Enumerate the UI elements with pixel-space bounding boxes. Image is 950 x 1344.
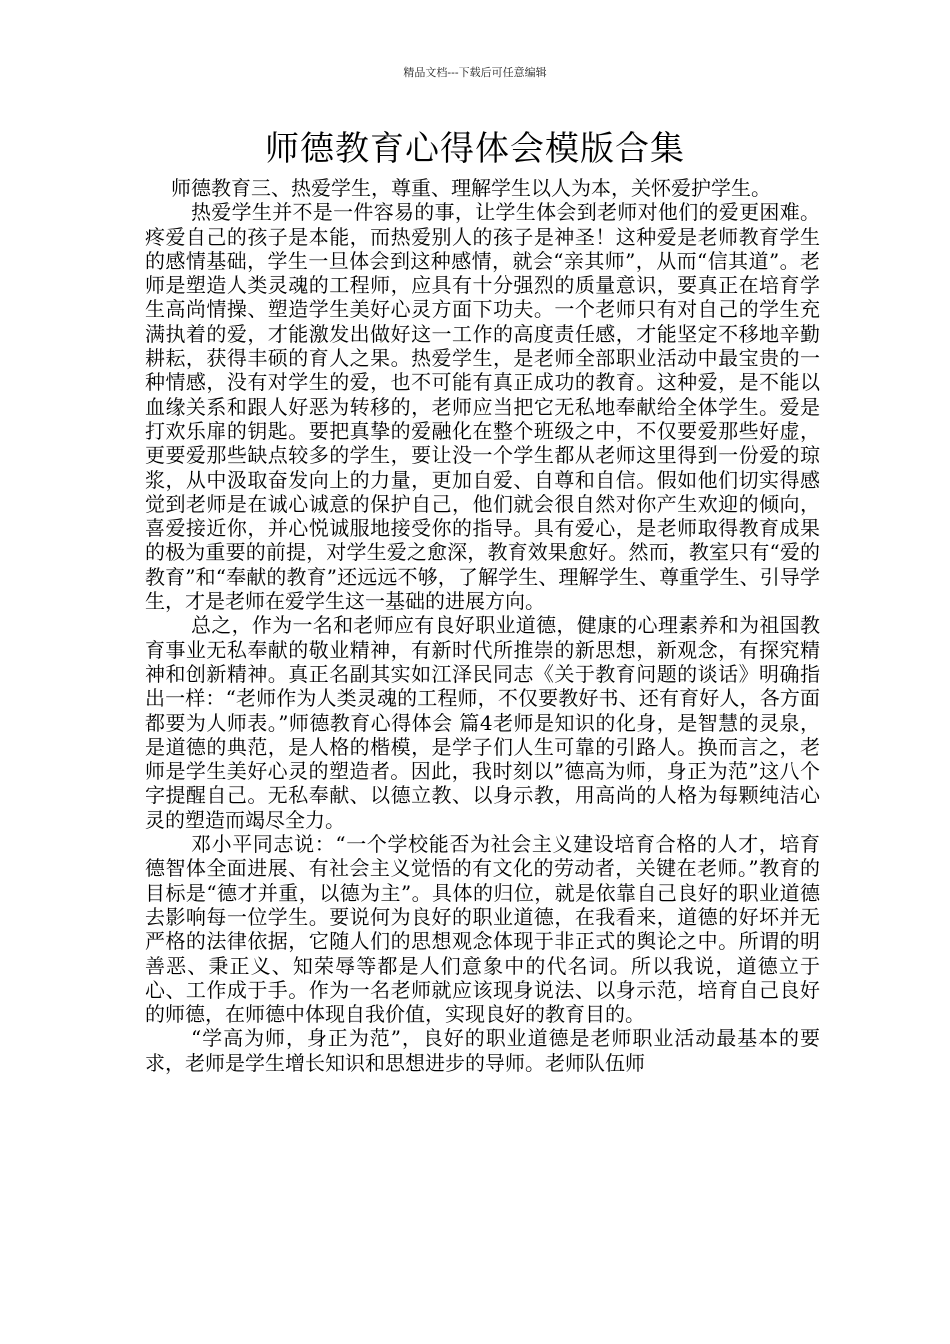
paragraph-intro: 师德教育三、热爱学生，尊重、理解学生以人为本，关怀爱护学生。 bbox=[171, 176, 771, 200]
document-title: 师德教育心得体会模版合集 bbox=[265, 129, 685, 169]
header-note: 精品文档---下载后可任意编辑 bbox=[403, 66, 547, 79]
document-body bbox=[145, 176, 820, 1075]
paragraph-love-students: 热爱学生并不是一件容易的事，让学生体会到老师对他们的爱更困难。疼爱自己的孩子是本能，而热爱别人的孩子是神圣！这种爱是老师教育学生的感情基础，学生一旦体会到这种感情，就会“亲其师”，从而“信其道”。老师是塑造人类灵魂的工程师，应具有十分强烈的质量意识，要真正在培育学生高尚情操、塑造学生美好心灵方面下功夫。一个老师只有对自己的学生充满执着的爱，才能激发出做好这一工作的高度责任感，才能坚定不移地辛勤耕耘，获得丰硕的育人之果。热爱学生，是老师全部职业活动中最宝贵的一种情感，没有对学生的爱，也不可能有真正成功的教育。这种爱，是不能以血缘关系和跟人好恶为转移的，老师应当把它无私地奉献给全体学生。爱是打欢乐扉的钥匙。要把真挚的爱融化在整个班级之中，不仅要爱那些好虚，更要爱那些缺点较多的学生，要让没一个学生都从老师这里得到一份爱的琼浆，从中汲取奋发向上的力量，更加自爱、自尊和自信。假如他们切实得感觉到老师是在诚心诚意的保护自己，他们就会很自然对你产生欢迎的倾向，喜爱接近你，并心悦诚服地接受你的指导。具有爱心，是老师取得教育成果的极为重要的前提，对学生爱之愈深，教育效果愈好。然而，教室只有“爱的教育”和“奉献的教育”还远远不够，了解学生、理解学生、尊重学生、引导学生，才是老师在爱学生这一基础的进展方向。 bbox=[145, 200, 820, 614]
paragraph-summary: 总之，作为一名和老师应有良好职业道德，健康的心理素养和为祖国教育事业无私奉献的敬业精神，有新时代所推崇的新思想，新观念，有探究精神和创新精神。真正名副其实如江泽民同志《关于教育问题的谈话》明确指出一样：“老师作为人类灵魂的工程师，不仅要教好书、还有育好人，各方面都要为人师表。”师德教育心得体会 篇4老师是知识的化身，是智慧的灵泉，是道德的典范，是人格的楷模，是学子们人生可靠的引路人。换而言之，老师是学生美好心灵的塑造者。因此，我时刻以”德高为师，身正为范”这八个字提醒自己。无私奉献、以德立教、以身示教，用高尚的人格为每颗纯洁心灵的塑造而竭尽全力。 bbox=[145, 613, 820, 832]
paragraph-deng-quote: 邓小平同志说：“一个学校能否为社会主义建设培育合格的人才，培育德智体全面进展、有社会主义觉悟的有文化的劳动者，关键在老师。”教育的目标是“德才并重，以德为主”。具体的归位，就是依靠自己良好的职业道德去影响每一位学生。要说何为良好的职业道德，在我看来，道德的好坏并无严格的法律依据，它随人们的思想观念体现于非正式的舆论之中。所谓的明善恶、秉正义、知荣辱等都是人们意象中的代名词。所以我说，道德立于心、工作成于手。作为一名老师就应该现身说法、以身示范，培育自己良好的师德，在师德中体现自我价值，实现良好的教育目的。 bbox=[145, 832, 820, 1027]
paragraph-teacher-model: “学高为师，身正为范”，良好的职业道德是老师职业活动最基本的要求，老师是学生增长知识和思想进步的导师。老师队伍师 bbox=[145, 1026, 820, 1075]
